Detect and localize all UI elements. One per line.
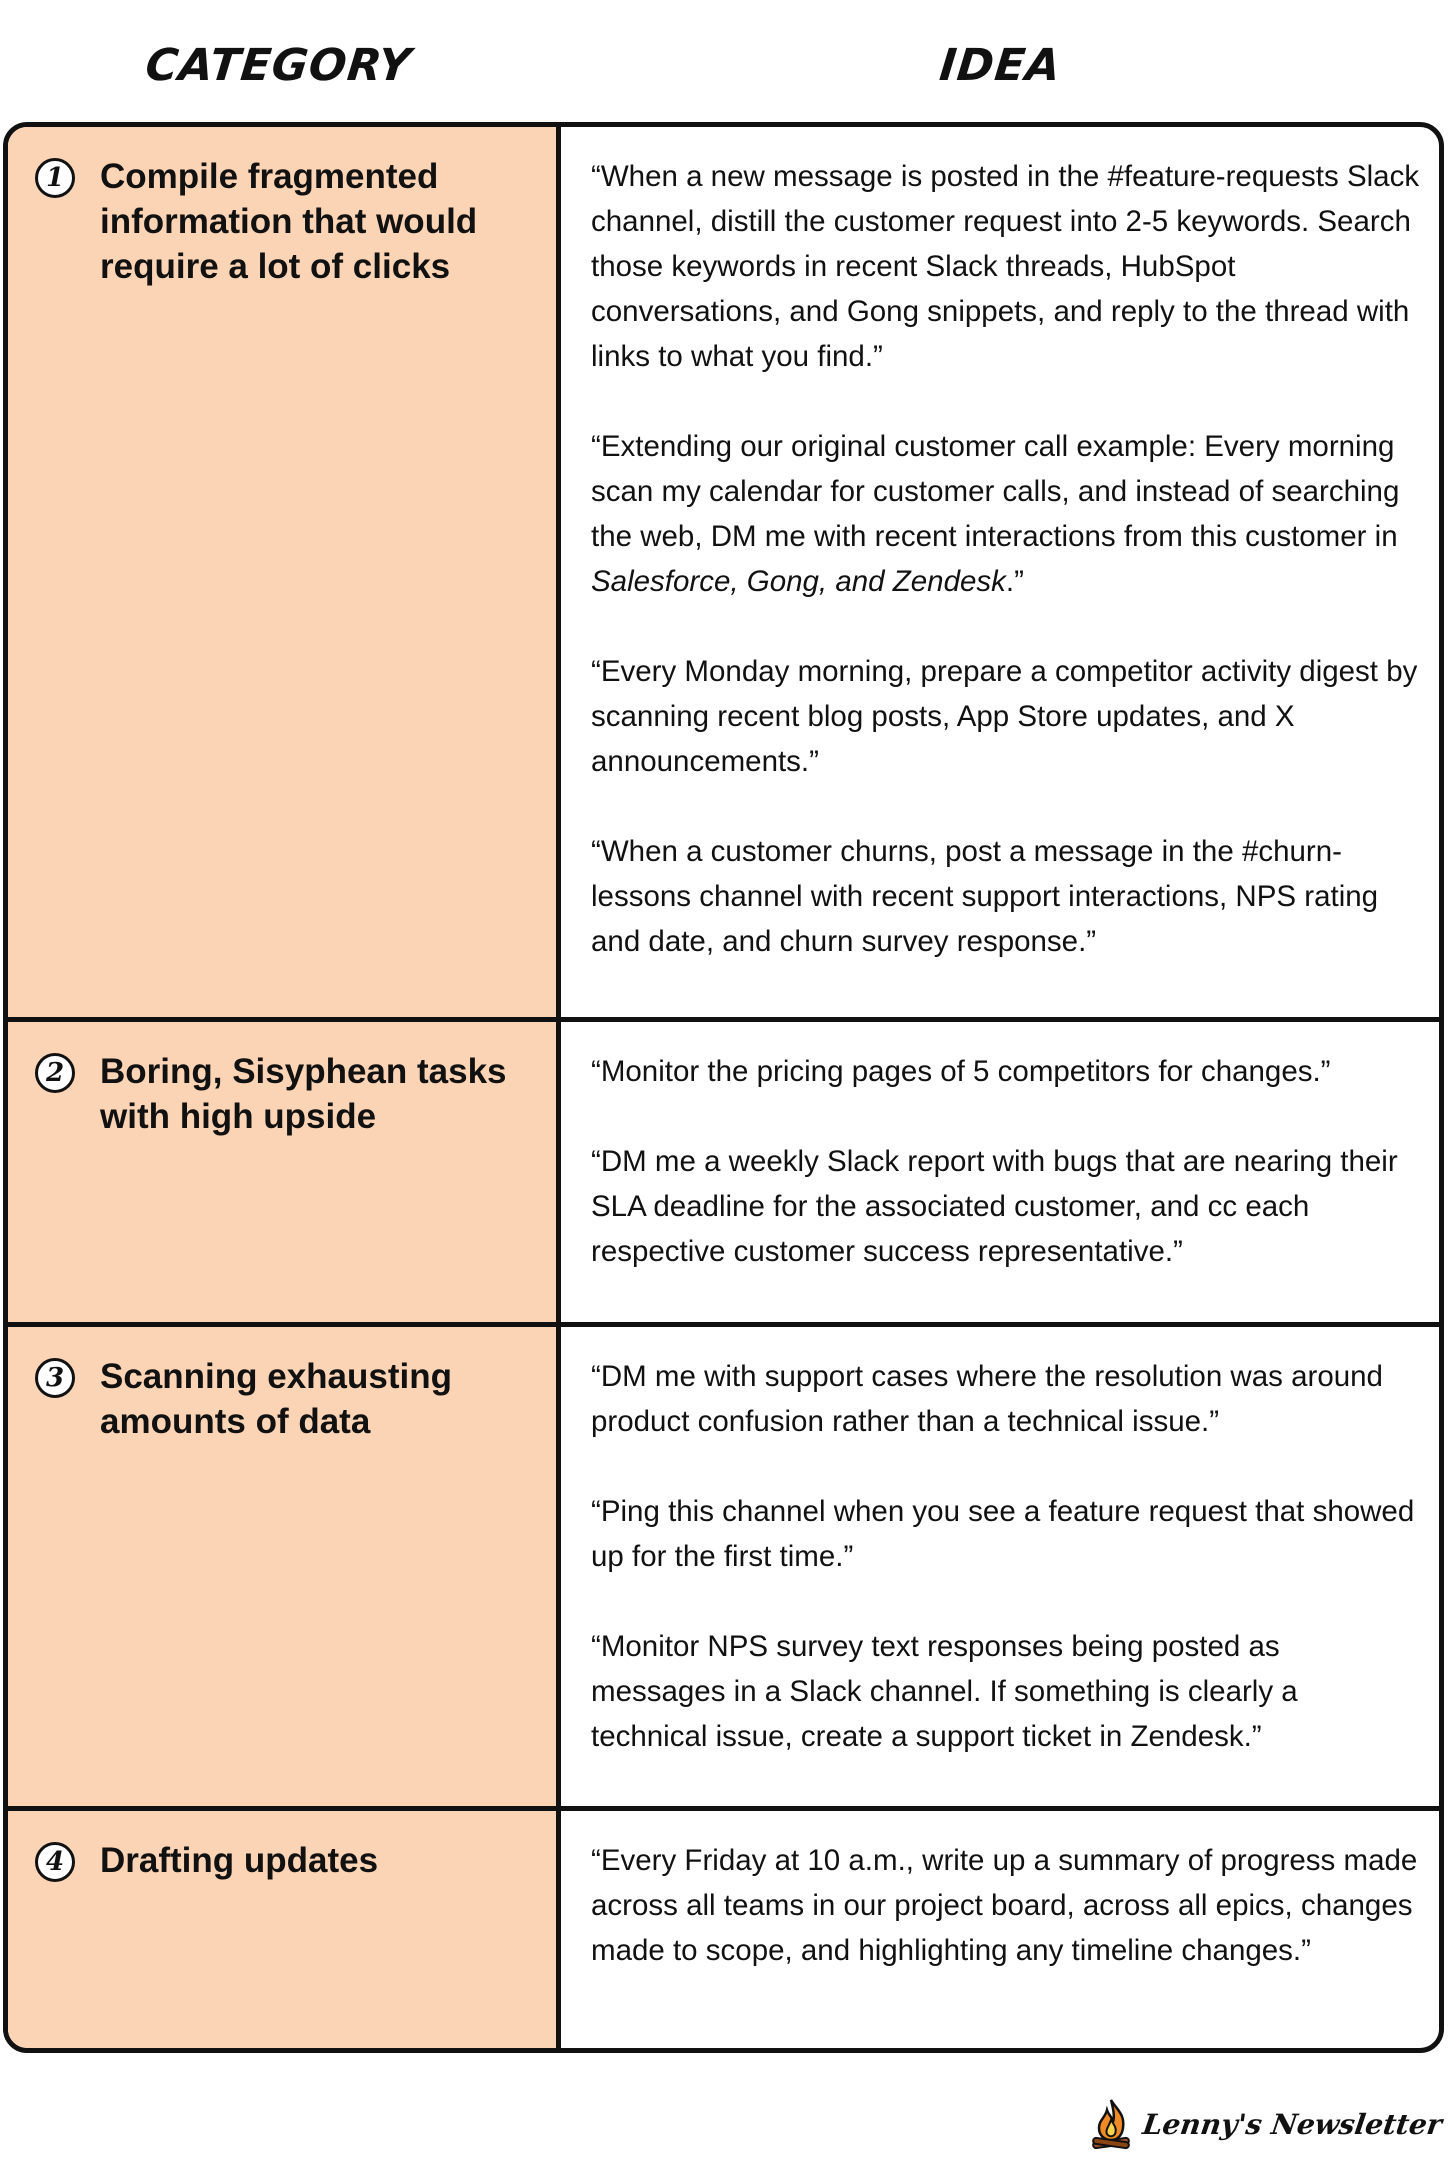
idea-text: “DM me with support cases where the resolution was around product confusion rather than a technical issue.” (591, 1360, 1383, 1438)
campfire-icon (1087, 2096, 1135, 2152)
row-number-badge: 4 (35, 1842, 75, 1882)
category-title: Boring, Sisyphean tasks with high upside (100, 1052, 507, 1136)
category-title: Drafting updates (100, 1841, 379, 1880)
category-column-header: CATEGORY (143, 40, 414, 91)
footer-brand (1087, 2094, 1445, 2154)
idea-column-header: IDEA (937, 40, 1064, 91)
table-row (8, 127, 1439, 1017)
category-cell (8, 1811, 561, 2053)
idea-cell (591, 1838, 1421, 1973)
table-row (8, 1322, 1439, 1806)
row-number-badge: 3 (35, 1358, 75, 1398)
category-cell (8, 1327, 561, 1806)
idea-text: “Every Friday at 10 a.m., write up a summary of progress made across all teams in our project board, across all epics, changes made to scope, and highlighting any timeline changes.” (591, 1844, 1418, 1967)
ideas-table (3, 122, 1444, 2053)
row-number-badge: 1 (35, 158, 75, 198)
table-row (8, 1806, 1439, 2053)
idea-italic-text: Salesforce, Gong, and Zendesk (591, 565, 1006, 598)
table-row (8, 1017, 1439, 1322)
idea-text: “Every Monday morning, prepare a competitor activity digest by scanning recent blog posts, App Store updates, and X announcements.” (591, 655, 1418, 778)
idea-text: “Monitor NPS survey text responses being posted as messages in a Slack channel. If something is clearly a technical issue, create a support ticket in Zendesk.” (591, 1630, 1298, 1753)
row-number-badge: 2 (35, 1053, 75, 1093)
idea-text: “DM me a weekly Slack report with bugs that are nearing their SLA deadline for the associated customer, and cc each respective customer success representative.” (591, 1145, 1398, 1268)
category-cell (8, 1022, 561, 1322)
idea-text: “When a customer churns, post a message in the #churn-lessons channel with recent support interactions, NPS rating and date, and churn survey response.” (591, 835, 1379, 958)
category-title: Compile fragmented information that would require a lot of clicks (100, 157, 478, 286)
idea-text: “Ping this channel when you see a feature request that showed up for the first time.” (591, 1495, 1415, 1573)
idea-text: “When a new message is posted in the #feature-requests Slack channel, distill the customer request into 2-5 keywords. Search those keywords in recent Slack threads, HubSpot conversations, and Gong snippets, and reply to the thread with links to what you find.” (591, 160, 1420, 373)
idea-cell (591, 1354, 1421, 1759)
idea-cell (591, 1049, 1421, 1274)
category-cell (8, 127, 561, 1017)
category-title: Scanning exhausting amounts of data (100, 1357, 452, 1441)
brand-name: Lenny's Newsletter (1140, 2107, 1445, 2141)
idea-text: “Extending our original customer call example: Every morning scan my calendar for customer calls, and instead of searching the web, DM me with recent interactions from this customer in Salesforce, Gong, and Zendesk.” (591, 430, 1400, 598)
idea-cell (591, 154, 1421, 964)
idea-text: “Monitor the pricing pages of 5 competitors for changes.” (591, 1055, 1331, 1088)
